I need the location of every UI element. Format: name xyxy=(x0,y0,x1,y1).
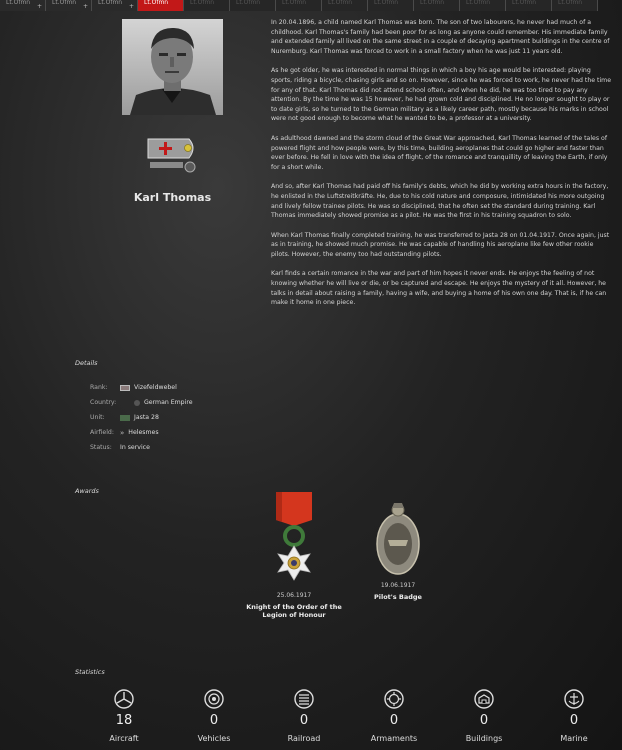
stat-marine xyxy=(544,689,604,743)
awards-heading: Awards xyxy=(75,487,99,495)
bio-paragraph: And so, after Karl Thomas had paid off his family's debts, which he did by working extra hours in the factory, he enlisted in the Luftstreitkräfte. He, due to his cold nature and composure, intimidated his more outgoing and lively fellow trainee pilots. He was so disciplined, that he often set the standard during training. Karl Thomas immediately showed promise as a pilot. He was the first in his training squadron to solo. xyxy=(271,183,609,220)
rank-icon xyxy=(120,385,130,391)
detail-row-airfield xyxy=(90,425,193,440)
country-value: German Empire xyxy=(144,399,193,406)
tab-label: Lt.Ofmn xyxy=(558,0,583,6)
award-pilots-badge[interactable] xyxy=(363,500,433,601)
detail-value xyxy=(120,384,177,391)
pilot-tabs xyxy=(0,0,622,11)
stat-value: 0 xyxy=(209,713,219,728)
detail-value xyxy=(120,414,159,421)
pilot-tab[interactable] xyxy=(460,0,506,11)
tab-label: Lt.Ofmn xyxy=(190,0,215,6)
detail-row-status xyxy=(90,440,193,455)
details-heading: Details xyxy=(75,359,98,367)
stat-armaments xyxy=(364,689,424,743)
detail-key: Unit: xyxy=(90,414,105,421)
tab-label: Lt.Ofmn xyxy=(282,0,307,6)
stat-label: Vehicles xyxy=(197,734,231,743)
tab-label: Lt.Ofmn xyxy=(328,0,353,6)
stat-label: Buildings xyxy=(465,734,503,743)
detail-value xyxy=(134,399,193,406)
tab-label: Lt.Ofmn xyxy=(6,0,31,6)
stat-label: Marine xyxy=(560,734,588,743)
vehicles-icon xyxy=(204,689,224,709)
pilot-biography xyxy=(271,18,613,318)
stat-buildings xyxy=(454,689,514,743)
pilot-portrait xyxy=(122,19,223,115)
pilot-tab-active[interactable] xyxy=(138,0,184,11)
tab-label: Lt.Ofmn xyxy=(52,0,77,6)
bio-paragraph: As he got older, he was interested in normal things in which a boy his age would be interested: playing sports, riding a bicycle, chasing girls and so on. However, since he was forced to work, he never had the time for any of that. Karl Thomas did not attend school often, and when he did, he was too tired to pay any attention. By the time he was 15 however, he had grown cold and disciplined. He no longer sought to play or to date girls, so he turned to the German military as a likely career path, mostly because his marks in school were not good enough to become what he wanted to be, a professor at a university. xyxy=(271,67,612,123)
pilot-tab[interactable] xyxy=(368,0,414,11)
plus-icon: + xyxy=(128,3,134,10)
unit-icon xyxy=(120,415,130,421)
detail-value xyxy=(120,429,159,437)
stat-value: 0 xyxy=(389,713,399,728)
pilot-tab[interactable] xyxy=(0,0,46,11)
airfield-value: Helesmes xyxy=(128,429,159,436)
stat-value: 0 xyxy=(569,713,579,728)
legion-of-honour-medal-icon xyxy=(270,490,318,590)
tab-label: Lt.Ofmn xyxy=(98,0,123,6)
pilot-tab[interactable] xyxy=(276,0,322,11)
pilots-badge-icon xyxy=(373,500,423,580)
marine-icon xyxy=(564,689,584,709)
stat-label: Railroad xyxy=(287,734,321,743)
railroad-icon xyxy=(294,689,314,709)
tab-label: Lt.Ofmn xyxy=(144,0,169,6)
award-date: 25.06.1917 xyxy=(276,592,312,599)
detail-key: Status: xyxy=(90,444,112,451)
detail-row-country xyxy=(90,395,193,410)
pilot-tab[interactable] xyxy=(322,0,368,11)
plus-icon: + xyxy=(82,3,88,10)
pilot-tab[interactable] xyxy=(506,0,552,11)
stat-value: 0 xyxy=(479,713,489,728)
airfield-icon: » xyxy=(120,428,125,437)
detail-row-unit xyxy=(90,410,193,425)
buildings-icon xyxy=(474,689,494,709)
bio-paragraph: In 20.04.1896, a child named Karl Thomas was born. The son of two labourers, he never had much of a childhood. Karl Thomas's family had been poor for as long as anyone could remember. His immediate family and extended family all lived on the same street in a couple of decaying apartment buildings in the centre of Nuremburg. Karl Thomas was forced to work in a small factory when he was just 11 years old. xyxy=(271,19,610,55)
pilot-name: Karl Thomas xyxy=(133,191,212,204)
pilot-tab[interactable] xyxy=(230,0,276,11)
detail-row-rank xyxy=(90,380,193,395)
country-icon xyxy=(134,400,140,406)
pilot-tab[interactable] xyxy=(552,0,598,11)
stat-vehicles xyxy=(184,689,244,743)
stat-label: Armaments xyxy=(370,734,418,743)
detail-key: Rank: xyxy=(90,384,108,391)
tab-label: Lt.Ofmn xyxy=(420,0,445,6)
tab-label: Lt.Ofmn xyxy=(236,0,261,6)
statistics-heading: Statistics xyxy=(75,668,105,676)
status-value: In service xyxy=(120,444,150,451)
stat-aircraft xyxy=(94,689,154,743)
pilot-tab[interactable] xyxy=(46,0,92,11)
pilot-tab[interactable] xyxy=(184,0,230,11)
detail-key: Airfield: xyxy=(90,429,114,436)
award-name: Knight of the Order of the Legion of Honour xyxy=(246,603,342,619)
bio-paragraph: Karl finds a certain romance in the war and part of him hopes it never ends. He enjoys the feeling of not knowing whether he will live or die, or be captured and escape. He enjoys the mystery of it all. However, he talks in detail about raising a family, having a wife, and buying a home of his own one day. That is, if he can make it home in one piece. xyxy=(271,270,607,307)
tab-label: Lt.Ofmn xyxy=(512,0,537,6)
tab-label: Lt.Ofmn xyxy=(466,0,491,6)
pilot-tab[interactable] xyxy=(414,0,460,11)
pilot-tab[interactable] xyxy=(92,0,138,11)
plus-icon: + xyxy=(36,3,42,10)
stat-railroad xyxy=(274,689,334,743)
stat-value: 18 xyxy=(115,713,133,728)
armaments-icon xyxy=(384,689,404,709)
stat-label: Aircraft xyxy=(109,734,139,743)
award-date: 19.06.1917 xyxy=(380,582,416,589)
tab-label: Lt.Ofmn xyxy=(374,0,399,6)
details-panel xyxy=(90,380,193,455)
rank-value: Vizefeldwebel xyxy=(134,384,177,391)
bio-paragraph: When Karl Thomas finally completed training, he was transferred to Jasta 28 on 01.04.1917. Once again, just as in training, he showed much promise. He was capable of handling his aeroplane like few other rookie pilots. However, the enemy too had outstanding pilots. xyxy=(271,231,610,258)
award-legion-of-honour[interactable] xyxy=(244,490,344,619)
stat-value: 0 xyxy=(299,713,309,728)
unit-value: Jasta 28 xyxy=(134,414,159,421)
award-name: Pilot's Badge xyxy=(374,593,422,601)
detail-key: Country: xyxy=(90,399,117,406)
rank-insignia xyxy=(147,136,199,174)
bio-paragraph: As adulthood dawned and the storm cloud of the Great War approached, Karl Thomas learned of the tales of powered flight and how people were, by this time, building aeroplanes that could go higher and faster than ever before. He fell in love with the idea of flight, of the romance and tranquillity of leaving the Earth, if only for a short while. xyxy=(271,134,608,171)
aircraft-icon xyxy=(114,689,134,709)
